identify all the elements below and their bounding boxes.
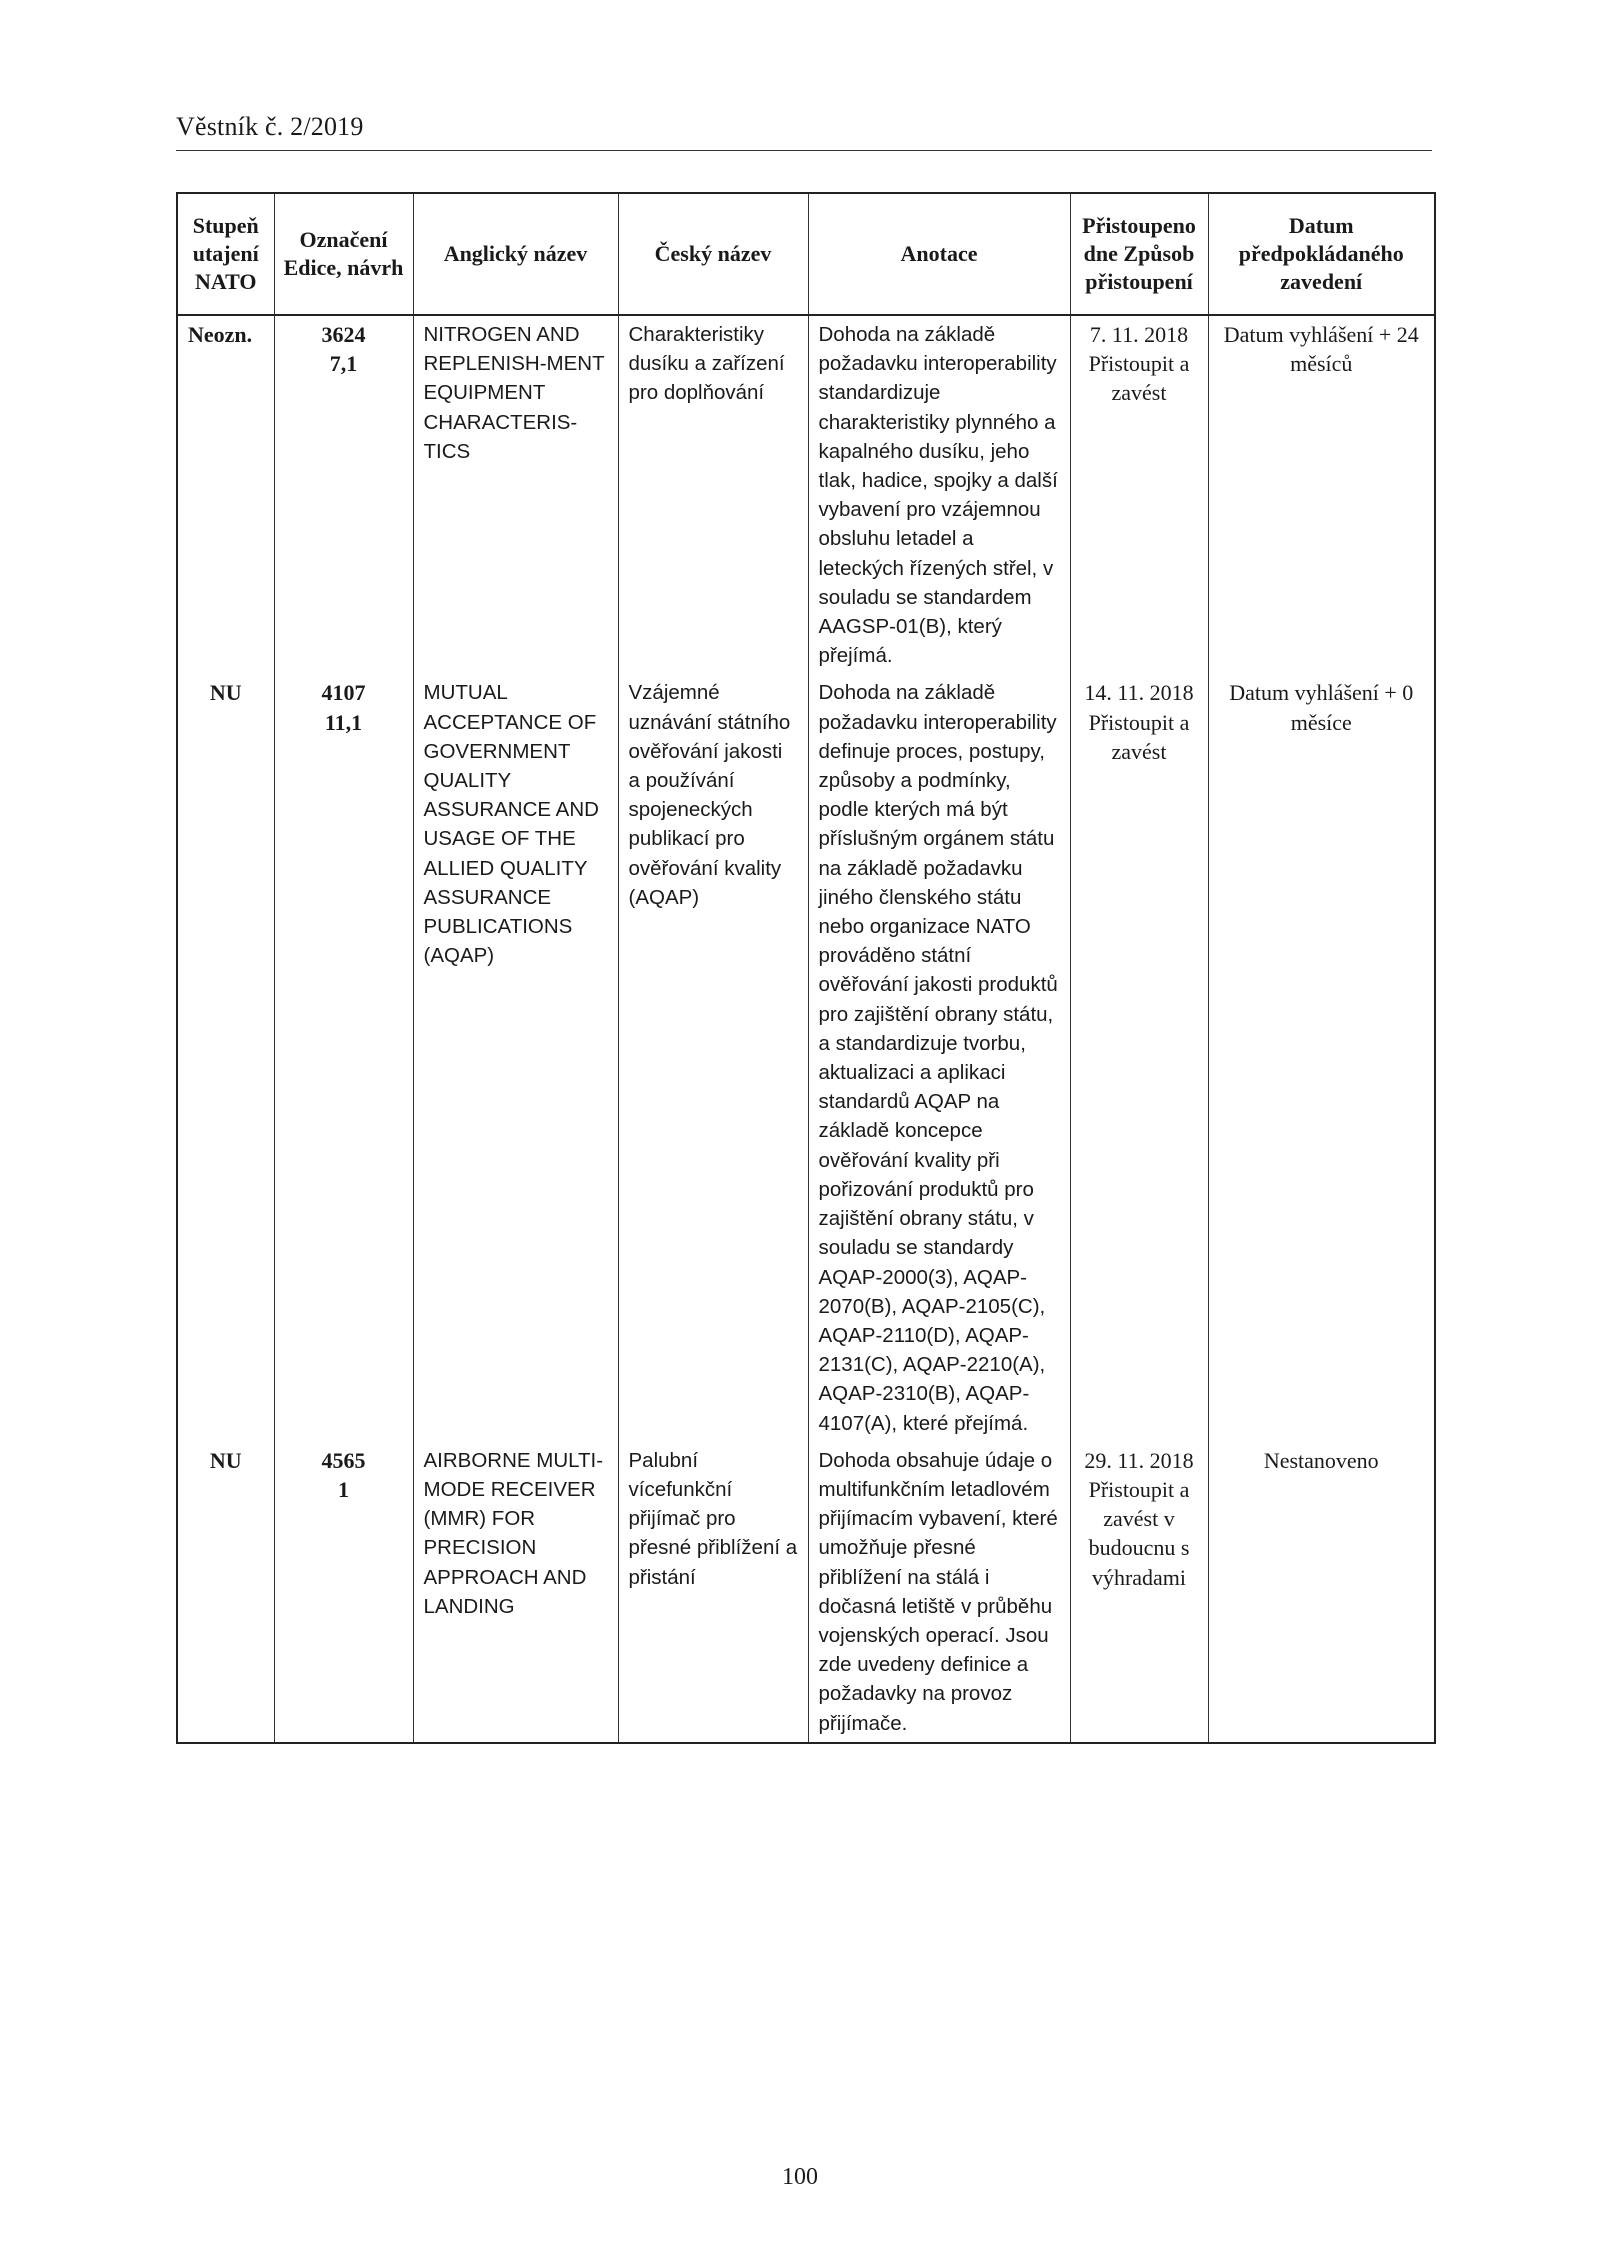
accession-date: 29. 11. 2018 <box>1084 1447 1194 1473</box>
edition-number: 11,1 <box>324 709 363 735</box>
cell-cesky: Charakteristiky dusíku a zařízení pro doplňování <box>618 315 808 674</box>
journal-title: Věstník č. 2/2019 <box>176 112 364 141</box>
cell-oznaceni <box>274 315 413 674</box>
header-row <box>177 193 1435 315</box>
table-row <box>177 1442 1435 1743</box>
cell-stupen: Neozn. <box>177 315 274 674</box>
cell-zavedeni: Datum vyhlášení + 24 měsíců <box>1208 315 1435 674</box>
stanag-number: 4107 <box>321 680 366 706</box>
accession-date: 14. 11. 2018 <box>1084 680 1194 706</box>
col-header-datum: Datum předpokládaného zavedení <box>1208 193 1435 315</box>
accession-date: 7. 11. 2018 <box>1089 322 1189 347</box>
col-header-anglicky: Anglický název <box>413 193 618 315</box>
cell-pristoupeno <box>1070 1442 1208 1743</box>
col-header-oznaceni: Označení Edice, návrh <box>274 193 413 315</box>
cell-anotace: Dohoda na základě požadavku interoperability definuje proces, postupy, způsoby a podmínky, podle kterých má být příslušným orgánem státu na základě požadavku jiného členského státu nebo organizace NATO prováděno státní ověřování jakosti produktů pro zajištění obrany státu, a standardizuje tvorbu, aktualizaci a aplikaci standardů AQAP na základě koncepce ověřování kvality při pořizování produktů pro zajištění obrany státu, v souladu se standardy AQAP-2000(3), AQAP-2070(B), AQAP-2105(C), AQAP-2110(D), AQAP-2131(C), AQAP-2210(A), AQAP-2310(B), AQAP-4107(A), které přejímá. <box>808 674 1070 1441</box>
cell-anotace: Dohoda na základě požadavku interoperability standardizuje charakteristiky plynného a kapalného dusíku, jeho tlak, hadice, spojky a další vybavení pro vzájemnou obsluhu letadel a leteckých řízených střel, v souladu se standardem AAGSP-01(B), který přejímá. <box>808 315 1070 674</box>
cell-pristoupeno <box>1070 674 1208 1441</box>
cell-anglicky: AIRBORNE MULTI-MODE RECEIVER (MMR) FOR PRECISION APPROACH AND LANDING <box>413 1442 618 1743</box>
cell-zavedeni: Nestanoveno <box>1208 1442 1435 1743</box>
cell-cesky: Vzájemné uznávání státního ověřování jakosti a používání spojeneckých publikací pro ověřování kvality (AQAP) <box>618 674 808 1441</box>
stanag-number: 3624 <box>321 322 366 347</box>
cell-stupen: NU <box>177 674 274 1441</box>
edition-number: 7,1 <box>329 351 358 377</box>
edition-number: 1 <box>338 1476 349 1502</box>
table-row <box>177 315 1435 674</box>
stanag-number: 4565 <box>321 1447 366 1473</box>
cell-anglicky: NITROGEN AND REPLENISH-MENT EQUIPMENT CHARACTERIS-TICS <box>413 315 618 674</box>
accession-method: Přistoupit a zavést <box>1088 351 1190 406</box>
accession-method: Přistoupit a zavést <box>1088 709 1190 764</box>
col-header-stupen: Stupeň utajení NATO <box>177 193 274 315</box>
cell-pristoupeno <box>1070 315 1208 674</box>
table-row <box>177 674 1435 1441</box>
cell-stupen: NU <box>177 1442 274 1743</box>
running-header <box>176 112 1432 151</box>
cell-cesky: Palubní vícefunkční přijímač pro přesné přiblížení a přistání <box>618 1442 808 1743</box>
accession-method: Přistoupit a zavést v budoucnu s výhradami <box>1088 1476 1190 1590</box>
col-header-cesky: Český název <box>618 193 808 315</box>
cell-anglicky: MUTUAL ACCEPTANCE OF GOVERNMENT QUALITY ASSURANCE AND USAGE OF THE ALLIED QUALITY ASSURANCE PUBLICATIONS (AQAP) <box>413 674 618 1441</box>
col-header-pristoupeno: Přistoupeno dne Způsob přistoupení <box>1070 193 1208 315</box>
page-number: 100 <box>782 2164 818 2190</box>
standards-table <box>176 192 1436 1744</box>
col-header-anotace: Anotace <box>808 193 1070 315</box>
cell-zavedeni: Datum vyhlášení + 0 měsíce <box>1208 674 1435 1441</box>
cell-oznaceni <box>274 1442 413 1743</box>
cell-oznaceni <box>274 674 413 1441</box>
cell-anotace: Dohoda obsahuje údaje o multifunkčním letadlovém přijímacím vybavení, které umožňuje přesné přiblížení na stálá i dočasná letiště v průběhu vojenských operací. Jsou zde uvedeny definice a požadavky na provoz přijímače. <box>808 1442 1070 1743</box>
